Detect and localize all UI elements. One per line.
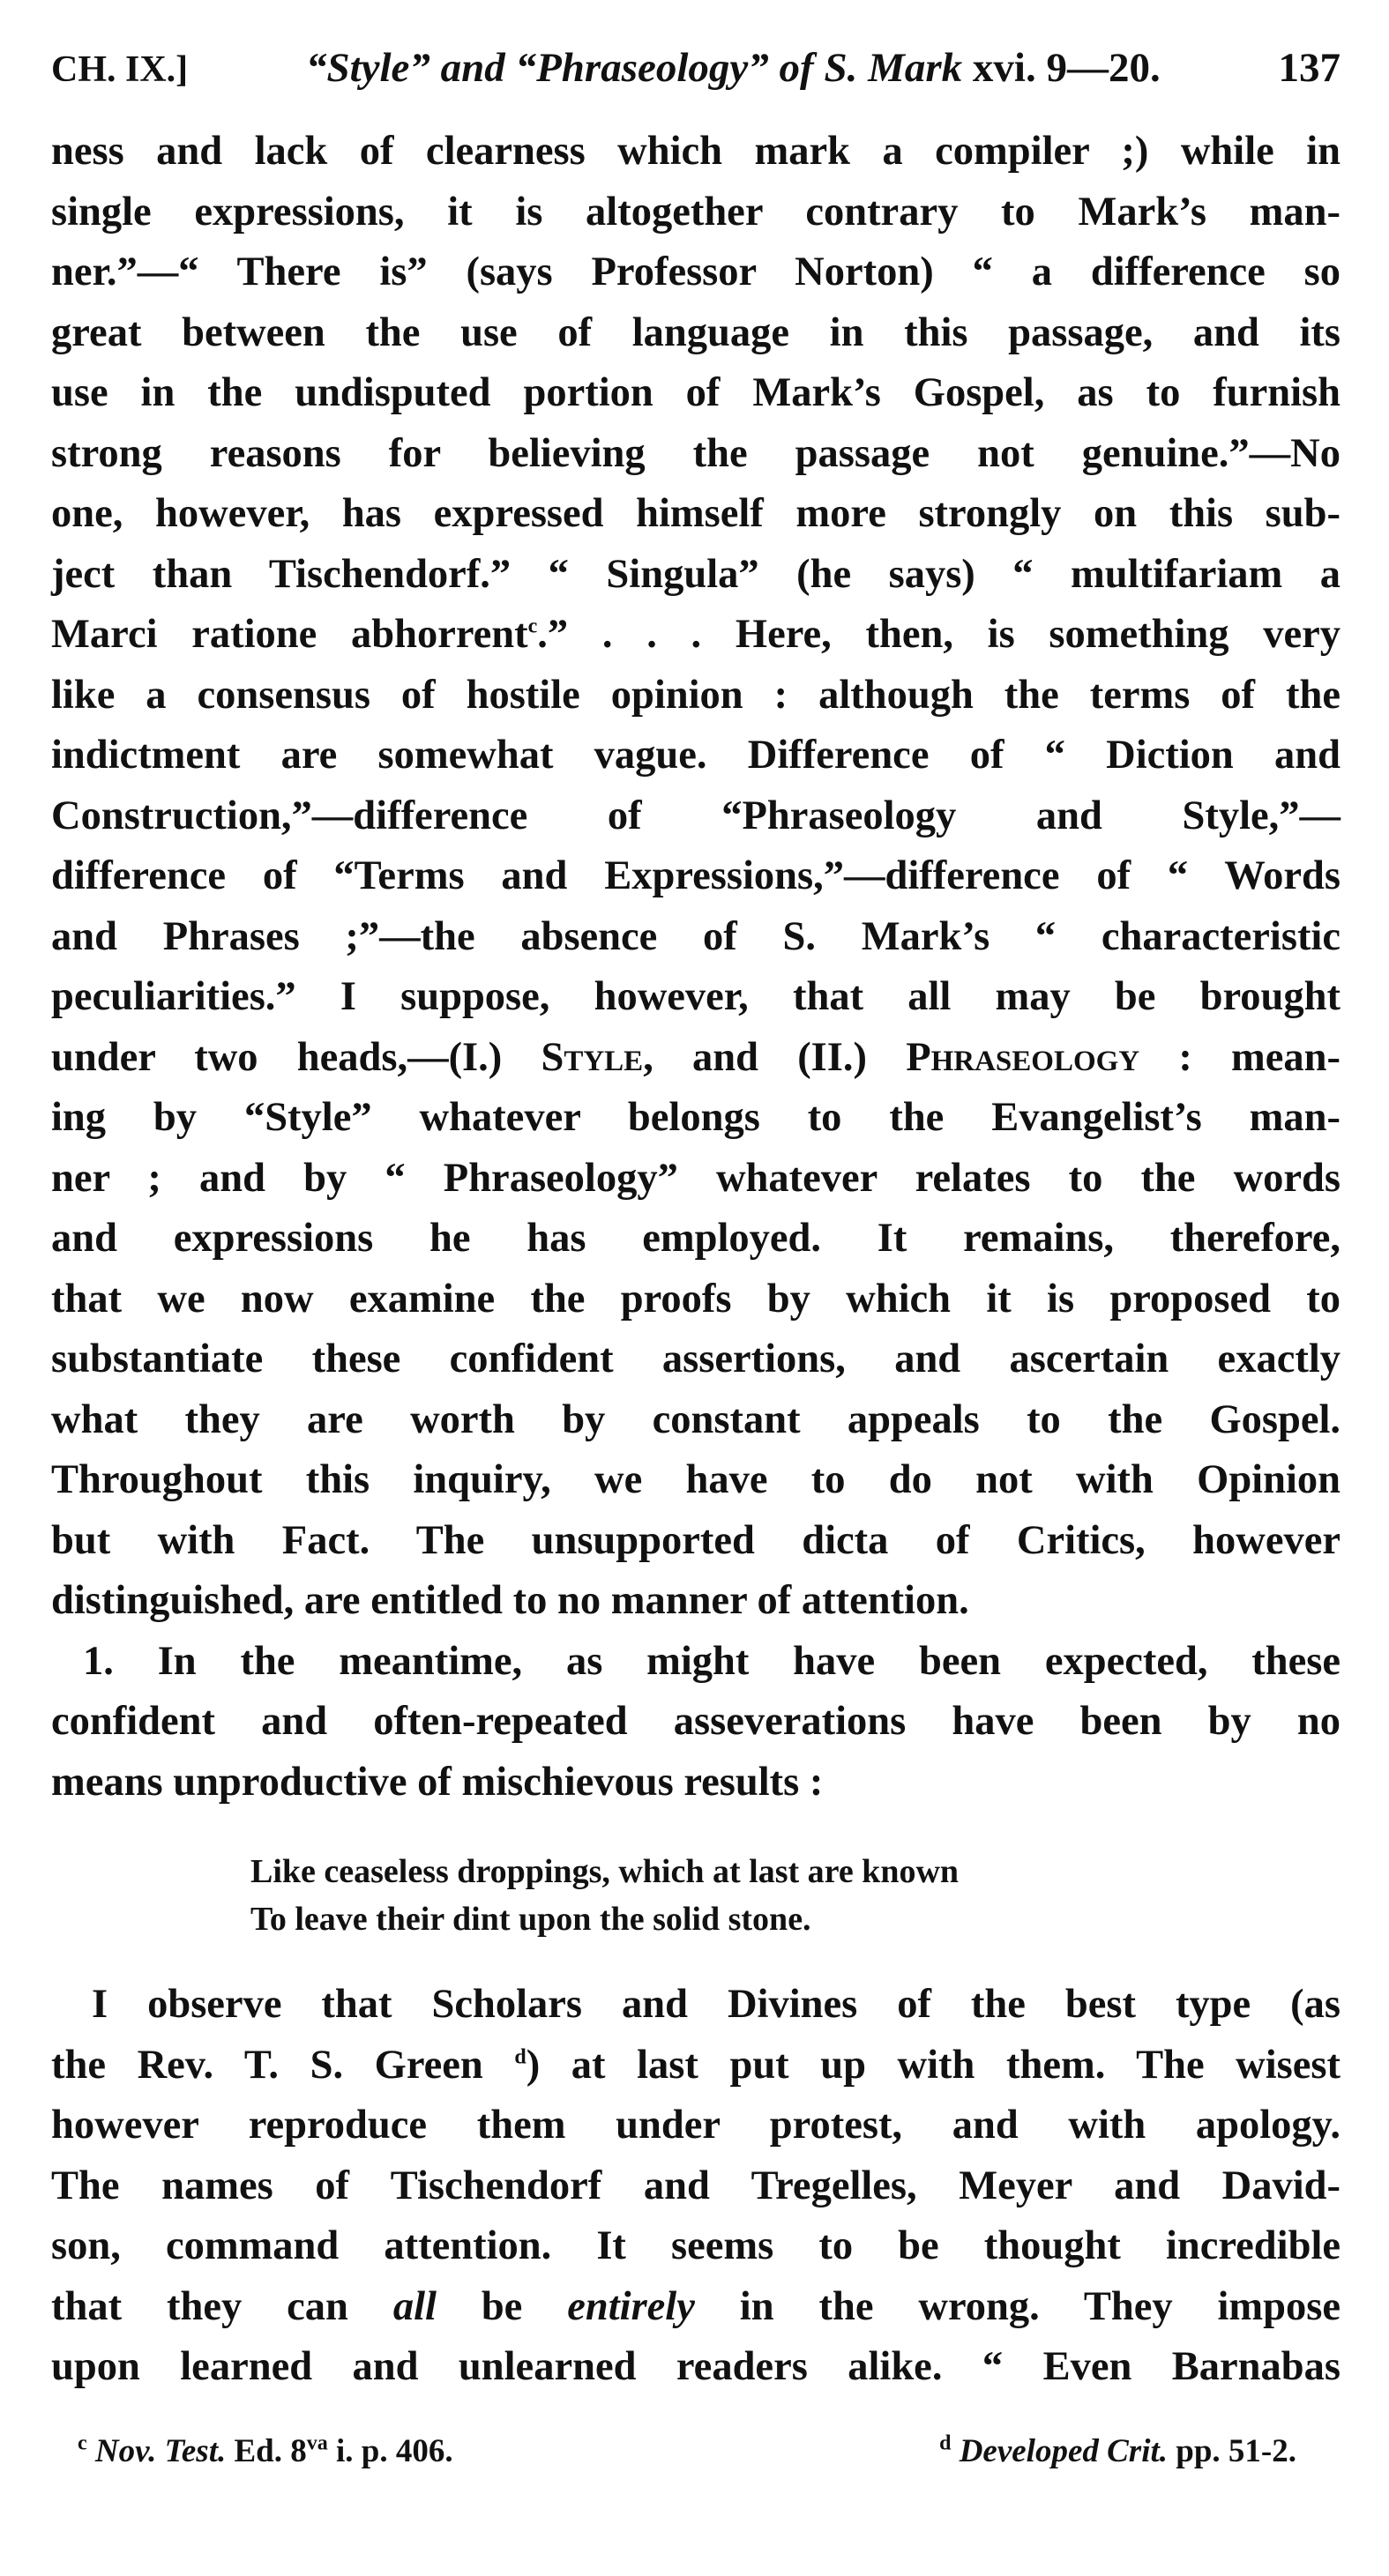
paragraph-2 <box>51 1632 1340 1813</box>
emphasis-all: all <box>392 2283 437 2329</box>
footnote-marker: d <box>939 2431 952 2455</box>
text-line: like a consensus of hostile opinion : although the terms of the <box>51 672 1340 718</box>
text-line: I observe that Scholars and Divines of the best type (as <box>92 1982 1340 2027</box>
text-line: ness and lack of clearness which mark a compiler ;) while in <box>51 129 1340 174</box>
running-title-part: ” of <box>748 45 814 91</box>
paragraph-3 <box>51 1975 1340 2398</box>
footnote-title: Developed Crit. <box>959 2432 1169 2469</box>
text-line: The names of Tischendorf and Tregelles, Meyer and David- <box>51 2163 1340 2208</box>
text-line: great between the use of language in this passage, and its <box>51 309 1340 355</box>
scripture-reference: xvi. 9—20. <box>972 45 1161 91</box>
text-line: Throughout this inquiry, we have to do not with Opinion <box>51 1457 1340 1502</box>
text-segment: the Rev. T. S. Green <box>51 2042 515 2088</box>
footnote-text: i. p. 406. <box>327 2432 453 2469</box>
footnote-superscript: va <box>306 2431 328 2455</box>
text-line: and expressions he has employed. It remains, therefore, <box>51 1216 1340 1261</box>
text-line: indictment are somewhat vague. Difference of “ Diction and <box>51 733 1340 778</box>
footnote-marker: c <box>78 2431 87 2455</box>
text-line: difference of “Terms and Expressions,”—difference of “ Words <box>51 853 1340 898</box>
text-segment: in the wrong. They impose <box>694 2283 1340 2329</box>
footnote-c <box>78 2430 453 2474</box>
text-line: distinguished, are entitled to no manner of attention. <box>51 1578 969 1623</box>
book-page <box>51 39 1340 2474</box>
text-line: peculiarities.” I suppose, however, that all may be brought <box>51 974 1340 1019</box>
running-title-part: “Style” and “ <box>305 45 537 91</box>
text-line: substantiate these confident assertions, and ascertain exactly <box>51 1336 1340 1381</box>
running-title-part: S. Mark <box>813 45 973 91</box>
text-line: upon learned and unlearned readers alike. “ Even Barnabas <box>51 2344 1340 2389</box>
running-title <box>306 39 1161 97</box>
text-segment: , and (II.) <box>643 1034 907 1080</box>
text-line <box>51 2277 1340 2338</box>
text-segment: .” . . . Here, then, is something very <box>537 612 1340 657</box>
verse-line: Like ceaseless droppings, which at last are known <box>250 1853 960 1890</box>
text-line: however reproduce them under protest, and with apology. <box>51 2103 1340 2148</box>
footnote-title: Nov. Test. <box>94 2432 227 2469</box>
text-line: that we now examine the proofs by which it is proposed to <box>51 1276 1340 1322</box>
text-line: ing by “Style” whatever belongs to the Evangelist’s man- <box>51 1095 1340 1140</box>
text-line <box>51 2036 1340 2096</box>
text-line: but with Fact. The unsupported dicta of Critics, however <box>51 1517 1340 1563</box>
running-head <box>51 39 1340 97</box>
text-line <box>51 605 1340 666</box>
footnotes <box>51 2430 1340 2474</box>
text-line: what they are worth by constant appeals to the Gospel. <box>51 1396 1340 1442</box>
footnote-d <box>939 2430 1296 2474</box>
text-line: son, command attention. It seems to be thought incredible <box>51 2223 1340 2268</box>
text-segment: that they can <box>51 2283 393 2329</box>
emphasis-entirely: entirely <box>567 2283 695 2329</box>
text-line: single expressions, it is altogether contrary to Mark’s man- <box>51 189 1340 235</box>
running-title-part: Phraseology <box>536 45 749 91</box>
text-line: ner.”—“ There is” (says Professor Norton) “ a difference so <box>51 249 1340 294</box>
verse-line: To leave their dint upon the solid stone. <box>250 1901 811 1938</box>
text-line: and Phrases ;”—the absence of S. Mark’s “ characteristic <box>51 913 1340 959</box>
paragraph-1 <box>51 122 1340 1632</box>
text-segment: ) at last put up with them. The wisest <box>526 2042 1340 2088</box>
text-segment: : mean- <box>1139 1034 1340 1080</box>
footnote-text: Ed. 8 <box>226 2432 307 2469</box>
text-line: use in the undisputed portion of Mark’s Gospel, as to furnish <box>51 370 1340 415</box>
text-line: ner ; and by “ Phraseology” whatever relates to the words <box>51 1155 1340 1201</box>
text-segment: Marci ratione abhorrent <box>51 612 528 657</box>
verse-quotation <box>250 1848 1340 1943</box>
phraseology-heading-term: Phraseology <box>906 1034 1140 1080</box>
text-line: Construction,”—difference of “Phraseology and Style,”— <box>51 793 1340 838</box>
text-line: 1. In the meantime, as might have been expected, these <box>83 1638 1340 1684</box>
page-number: 137 <box>1278 45 1340 91</box>
chapter-label: CH. IX.] <box>51 49 189 90</box>
style-heading-term: Style <box>541 1034 644 1080</box>
text-line: ject than Tischendorf.” “ Singula” (he says) “ multifariam a <box>51 551 1340 597</box>
text-line: confident and often-repeated asseverations have been by no <box>51 1699 1340 1744</box>
footnote-ref-d: d <box>514 2045 526 2068</box>
text-segment: under two heads,—(I.) <box>51 1034 541 1080</box>
text-segment: be <box>436 2283 568 2329</box>
text-line: strong reasons for believing the passage not genuine.”—No <box>51 430 1340 476</box>
text-line: means unproductive of mischievous results : <box>51 1759 824 1805</box>
text-line: one, however, has expressed himself more strongly on this sub- <box>51 491 1340 536</box>
footnote-ref-c: c <box>527 614 538 638</box>
footnote-text: pp. 51-2. <box>1168 2432 1296 2469</box>
text-line <box>51 1028 1340 1089</box>
